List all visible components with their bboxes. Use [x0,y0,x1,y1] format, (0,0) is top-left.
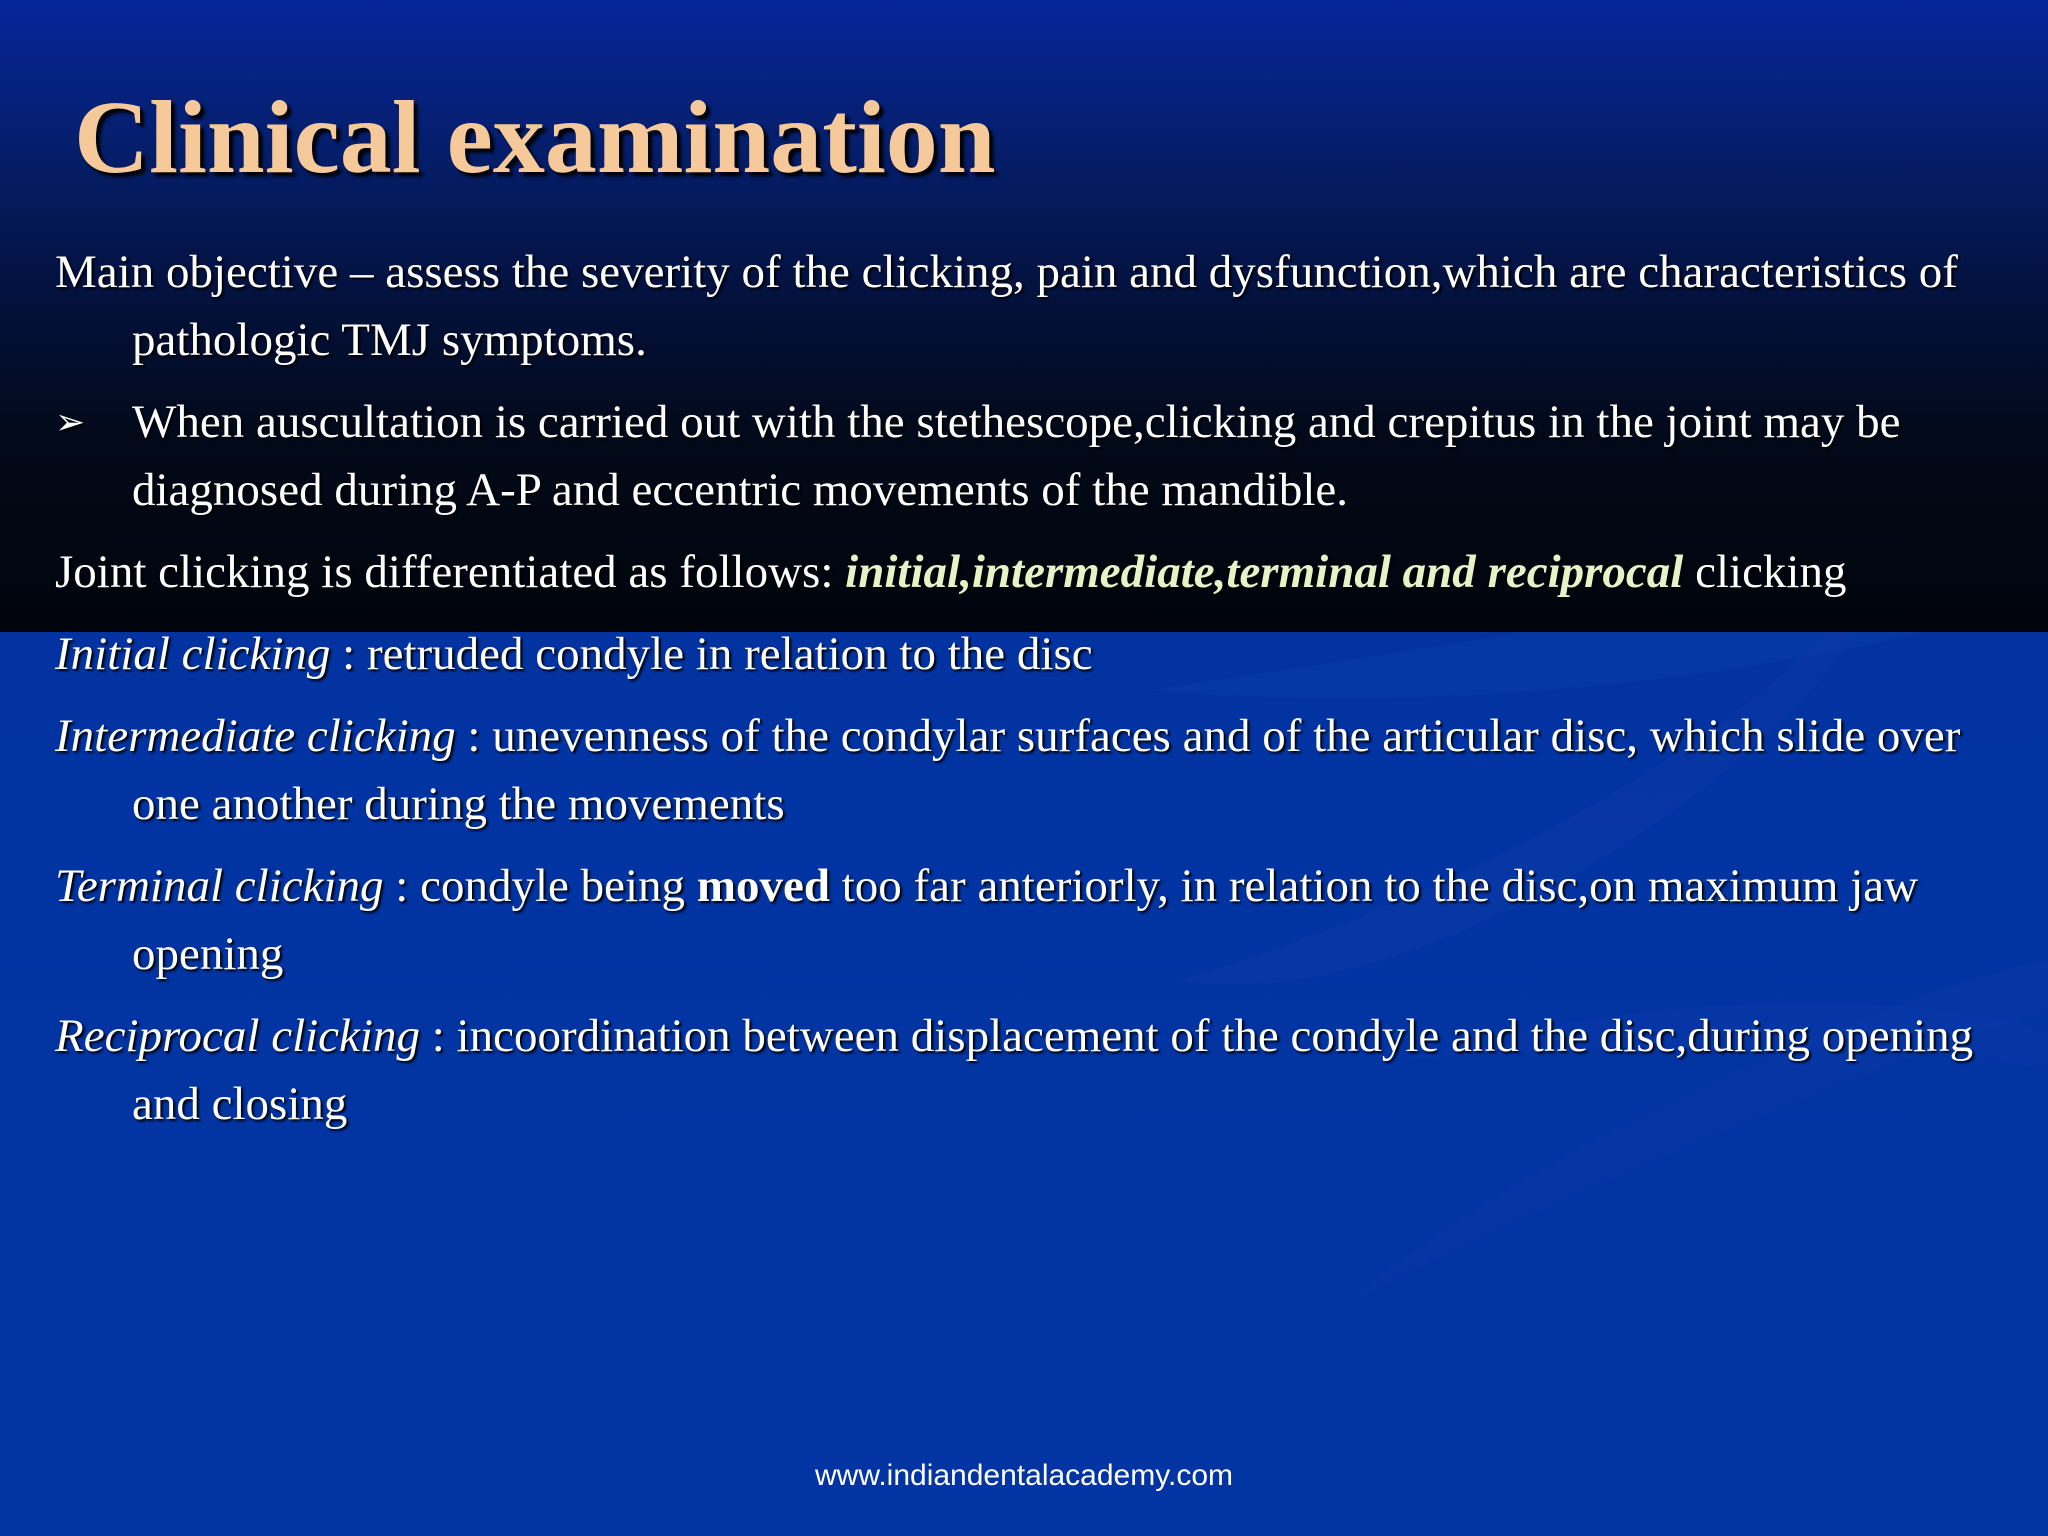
initial-clicking-term: Initial clicking [55,628,331,680]
intermediate-clicking-definition [55,702,1995,838]
arrowhead-bullet-icon: ➢ [55,402,86,442]
initial-clicking-definition [55,620,1995,688]
reciprocal-clicking-definition [55,1002,1995,1138]
terminal-clicking-term: Terminal clicking [55,860,384,912]
differentiation-lead: Joint clicking is differentiated as follows: [55,546,846,598]
intermediate-clicking-text: : unevenness of the condylar surfaces and of the articular disc, which slide over one another during the movements [132,710,1961,830]
reciprocal-clicking-text: : incoordination between displacement of the condyle and the disc,during opening and closing [132,1010,1974,1130]
terminal-clicking-definition [55,852,1995,988]
slide-body [55,238,1995,1152]
clicking-types-emphasis: initial,intermediate,terminal and [845,546,1476,598]
footer-website: www.indiandentalacademy.com [815,1459,1233,1492]
reciprocal-clicking-term: Reciprocal clicking [55,1010,420,1062]
initial-clicking-text: : retruded condyle in relation to the disc [330,628,1093,680]
differentiation-paragraph [55,538,1995,606]
main-objective-paragraph: Main objective – assess the severity of the clicking, pain and dysfunction,which are characteristics of pathologic TMJ symptoms. [55,246,1958,366]
intermediate-clicking-term: Intermediate clicking [55,710,456,762]
auscultation-bullet [55,388,1995,524]
terminal-clicking-text-after: too far anteriorly, in relation to the disc,on maximum jaw opening [132,860,1919,980]
terminal-clicking-text-before: : condyle being [383,860,697,912]
slide-title: Clinical examination [74,80,996,195]
terminal-clicking-bold-word: moved [696,860,830,912]
reciprocal-emphasis: reciprocal [1487,546,1684,598]
differentiation-tail: clicking [1683,546,1847,598]
auscultation-text: When auscultation is carried out with the stethescope,clicking and crepitus in the joint may be diagnosed during A-P and eccentric movements of the mandible. [132,396,1901,516]
